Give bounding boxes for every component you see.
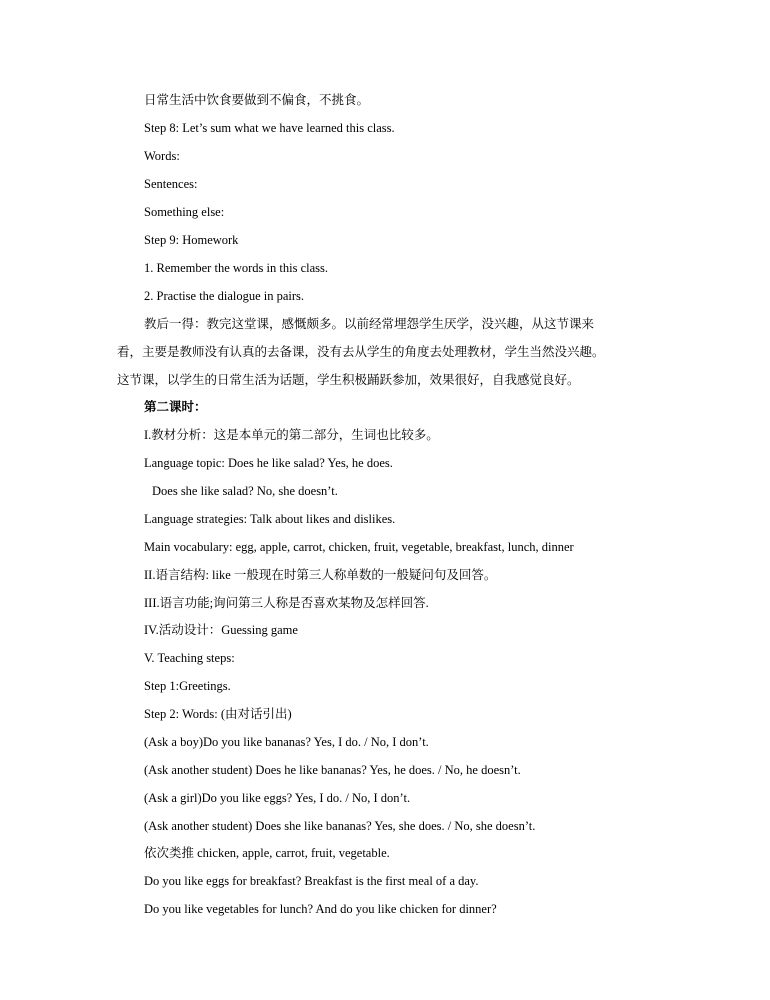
- text-line: (Ask another student) Does he like bananas? Yes, he does. / No, he doesn’t.: [144, 763, 521, 777]
- text-line: Step 1:Greetings.: [144, 679, 231, 693]
- text-line: V. Teaching steps:: [144, 651, 235, 665]
- text-line: Language strategies: Talk about likes and dislikes.: [144, 512, 396, 526]
- text-line: IV.活动设计：Guessing game: [144, 623, 298, 637]
- text-line: Step 2: Words: (由对话引出): [144, 707, 292, 721]
- text-line: II.语言结构: like 一般现在时第三人称单数的一般疑问句及回答。: [144, 568, 497, 582]
- text-line: Do you like eggs for breakfast? Breakfast is the first meal of a day.: [144, 874, 479, 888]
- text-line: 这节课，以学生的日常生活为话题，学生积极踊跃参加，效果很好，自我感觉良好。: [117, 373, 580, 387]
- text-line: III.语言功能;询问第三人称是否喜欢某物及怎样回答.: [144, 596, 429, 610]
- text-line: Do you like vegetables for lunch? And do you like chicken for dinner?: [144, 902, 497, 916]
- text-line: Step 8: Let’s sum what we have learned this class.: [144, 121, 395, 135]
- text-line: Step 9: Homework: [144, 233, 239, 247]
- text-line: Does she like salad? No, she doesn’t.: [152, 484, 338, 498]
- text-line: (Ask another student) Does she like bananas? Yes, she does. / No, she doesn’t.: [144, 819, 536, 833]
- text-line: Main vocabulary: egg, apple, carrot, chicken, fruit, vegetable, breakfast, lunch, dinner: [144, 540, 574, 554]
- text-line: (Ask a boy)Do you like bananas? Yes, I do. / No, I don’t.: [144, 735, 429, 749]
- text-line: Something else:: [144, 205, 225, 219]
- text-line: 日常生活中饮食要做到不偏食，不挑食。: [144, 93, 370, 107]
- text-line: 教后一得：教完这堂课，感慨颇多。以前经常埋怨学生厌学，没兴趣，从这节课来: [144, 317, 595, 331]
- text-line: Language topic: Does he like salad? Yes, he does.: [144, 456, 393, 470]
- text-line: I.教材分析：这是本单元的第二部分，生词也比较多。: [144, 428, 439, 442]
- text-line: Sentences:: [144, 177, 198, 191]
- text-line: 1. Remember the words in this class.: [144, 261, 328, 275]
- text-line: 看，主要是教师没有认真的去备课，没有去从学生的角度去处理教材，学生当然没兴趣。: [117, 345, 605, 359]
- text-line: Words:: [144, 149, 180, 163]
- text-line: (Ask a girl)Do you like eggs? Yes, I do. / No, I don’t.: [144, 791, 411, 805]
- text-line: 2. Practise the dialogue in pairs.: [144, 289, 305, 303]
- text-line: 依次类推 chicken, apple, carrot, fruit, vegetable.: [144, 846, 390, 860]
- section-heading: 第二课时：: [144, 400, 207, 414]
